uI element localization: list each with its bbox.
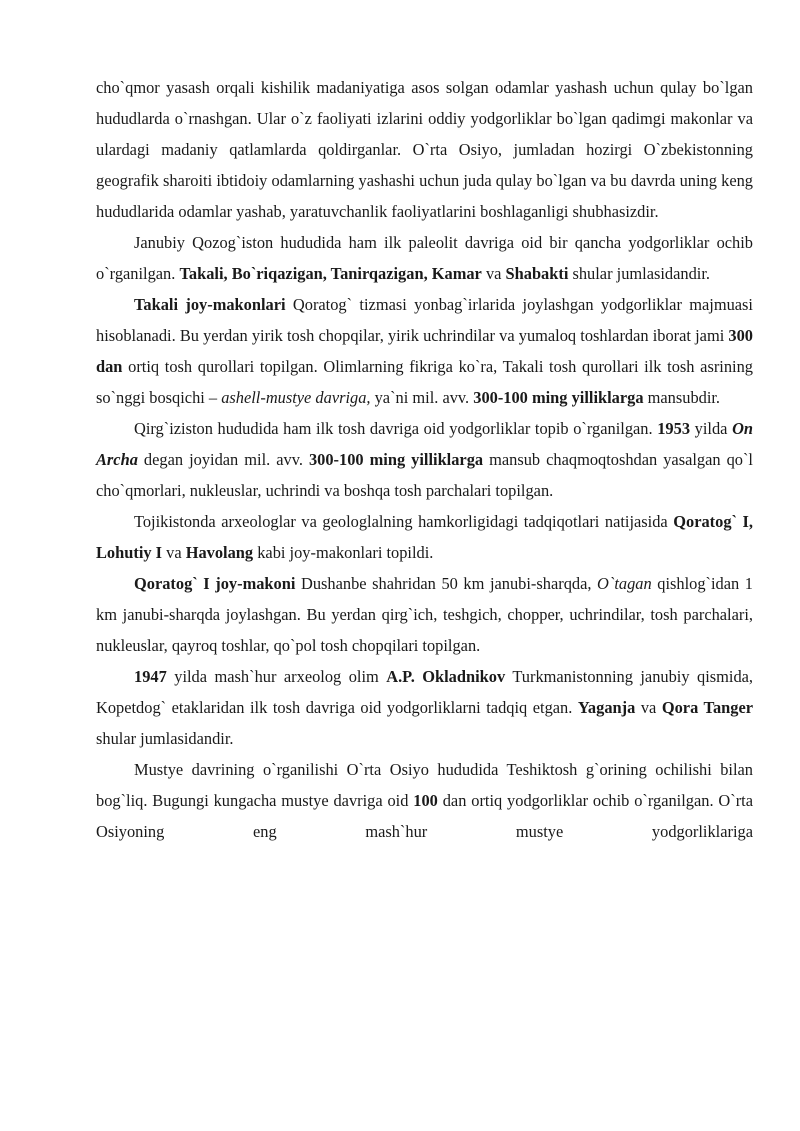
paragraph [96,568,753,661]
text-run: Tojikistonda arxeologlar va geologlalning hamkorligidagi tadqiqotlari natijasida [134,512,674,531]
text-run: Dushanbe shahridan 50 km janubi-sharqda, [295,574,598,593]
bold-text: 100 [413,791,438,810]
bold-text: Qora Tanger [661,698,754,717]
document-page [96,72,753,847]
text-run: va [162,543,186,562]
bold-text: A.P. Okladnikov [386,667,506,686]
text-run: kabi joy-makonlari topildi. [253,543,434,562]
text-run: Mustye davrining o`rganilishi O`rta Osiyo hududida Teshiktosh g`orining ochilishi bilan bog`liq. Bugungi kungacha mustye davriga oid [96,760,753,810]
paragraph [96,661,753,754]
bold-text: 300 dan [96,326,753,376]
text-run: ortiq tosh qurollari topilgan. Olimlarning fikriga ko`ra, Takali tosh qurollari ilk tosh asrining so`nggi bosqichi – [96,357,753,407]
italic-text: O`tagan [597,574,652,593]
text-run: yilda [690,419,733,438]
text-run: ya`ni mil. avv. [370,388,474,407]
paragraph [96,754,753,847]
text-run: degan joyidan mil. avv. [137,450,309,469]
text-run: Janubiy Qozog`iston hududida ham ilk paleolit davriga oid bir qancha yodgorliklar ochib o`rganilgan. [96,233,753,283]
text-run: Qirg`iziston hududida ham ilk tosh davriga oid yodgorliklar topib o`rganilgan. [134,419,658,438]
text-run: Turkmanistonning janubiy qismida, Kopetdog` etaklaridan ilk tosh davriga oid yodgorliklarni tadqiq etgan. [96,667,754,717]
text-run: dan ortiq yodgorliklar ochib o`rganilgan. O`rta Osiyoning eng mash`hur mustye yodgorliklariga [96,791,753,841]
italic-text: ashell-mustye davriga, [221,388,371,407]
bold-text: 1947 [134,667,167,686]
bold-text: Yaganja [577,698,636,717]
text-run: mansub chaqmoqtoshdan yasalgan qo`l cho`qmorlari, nukleuslar, uchrindi va boshqa tosh parchalari topilgan. [96,450,753,500]
bold-text: Takali joy-makonlari [134,295,286,314]
text-run: cho`qmor yasash orqali kishilik madaniyatiga asos solgan odamlar yashash uchun qulay bo`lgan hududlarda o`rnashgan. Ular o`z faoliyati izlarini oddiy yodgorliklar bo`lgan qadimgi makonlar va ulardagi madaniy qatlamlarda qoldirganlar. O`rta Osiyo, jumladan hozirgi O`zbekistonning geografik sharoiti ibtidoiy odamlarning yashashi uchun juda qulay bo`lgan va bu davrda uning keng hududlarida odamlar yashab, yaratuvchanlik faoliyatlarini boshlaganligi shubhasizdir. [96,78,753,221]
bold-text: Shabakti [505,264,569,283]
text-run: Qoratog` tizmasi yonbag`irlarida joylashgan yodgorliklar majmuasi hisoblanadi. Bu yerdan yirik tosh chopqilar, yirik uchrindilar va yumaloq toshlardan iborat jami [96,295,753,345]
text-run: yilda mash`hur arxeolog olim [166,667,387,686]
paragraph [96,506,753,568]
bold-text: Qoratog` I joy-makoni [134,574,296,593]
bold-text: 300-100 ming yilliklarga [473,388,644,407]
text-run: shular jumlasidandir. [96,729,234,748]
paragraph [96,413,753,506]
text-run: shular jumlasidandir. [568,264,710,283]
text-run: qishlog`idan 1 km janubi-sharqda joylashgan. Bu yerdan qirg`ich, teshgich, chopper, uchrindilar, tosh parchalari, nukleuslar, qayroq toshlar, qo`pol tosh chopqilari topilgan. [96,574,754,655]
text-run: va [635,698,662,717]
bold-text: Takali, Bo`riqazigan, Tanirqazigan, Kamar [179,264,482,283]
paragraph [96,72,753,227]
bold-text: On Archa [96,419,754,469]
paragraph [96,289,753,413]
bold-text: Qoratog` I, Lohutiy I [96,512,753,562]
text-run: mansubdir. [643,388,721,407]
paragraph [96,227,753,289]
bold-text: 1953 [657,419,691,438]
bold-text: 300-100 ming yilliklarga [308,450,484,469]
bold-text: Havolang [185,543,254,562]
text-run: va [481,264,506,283]
